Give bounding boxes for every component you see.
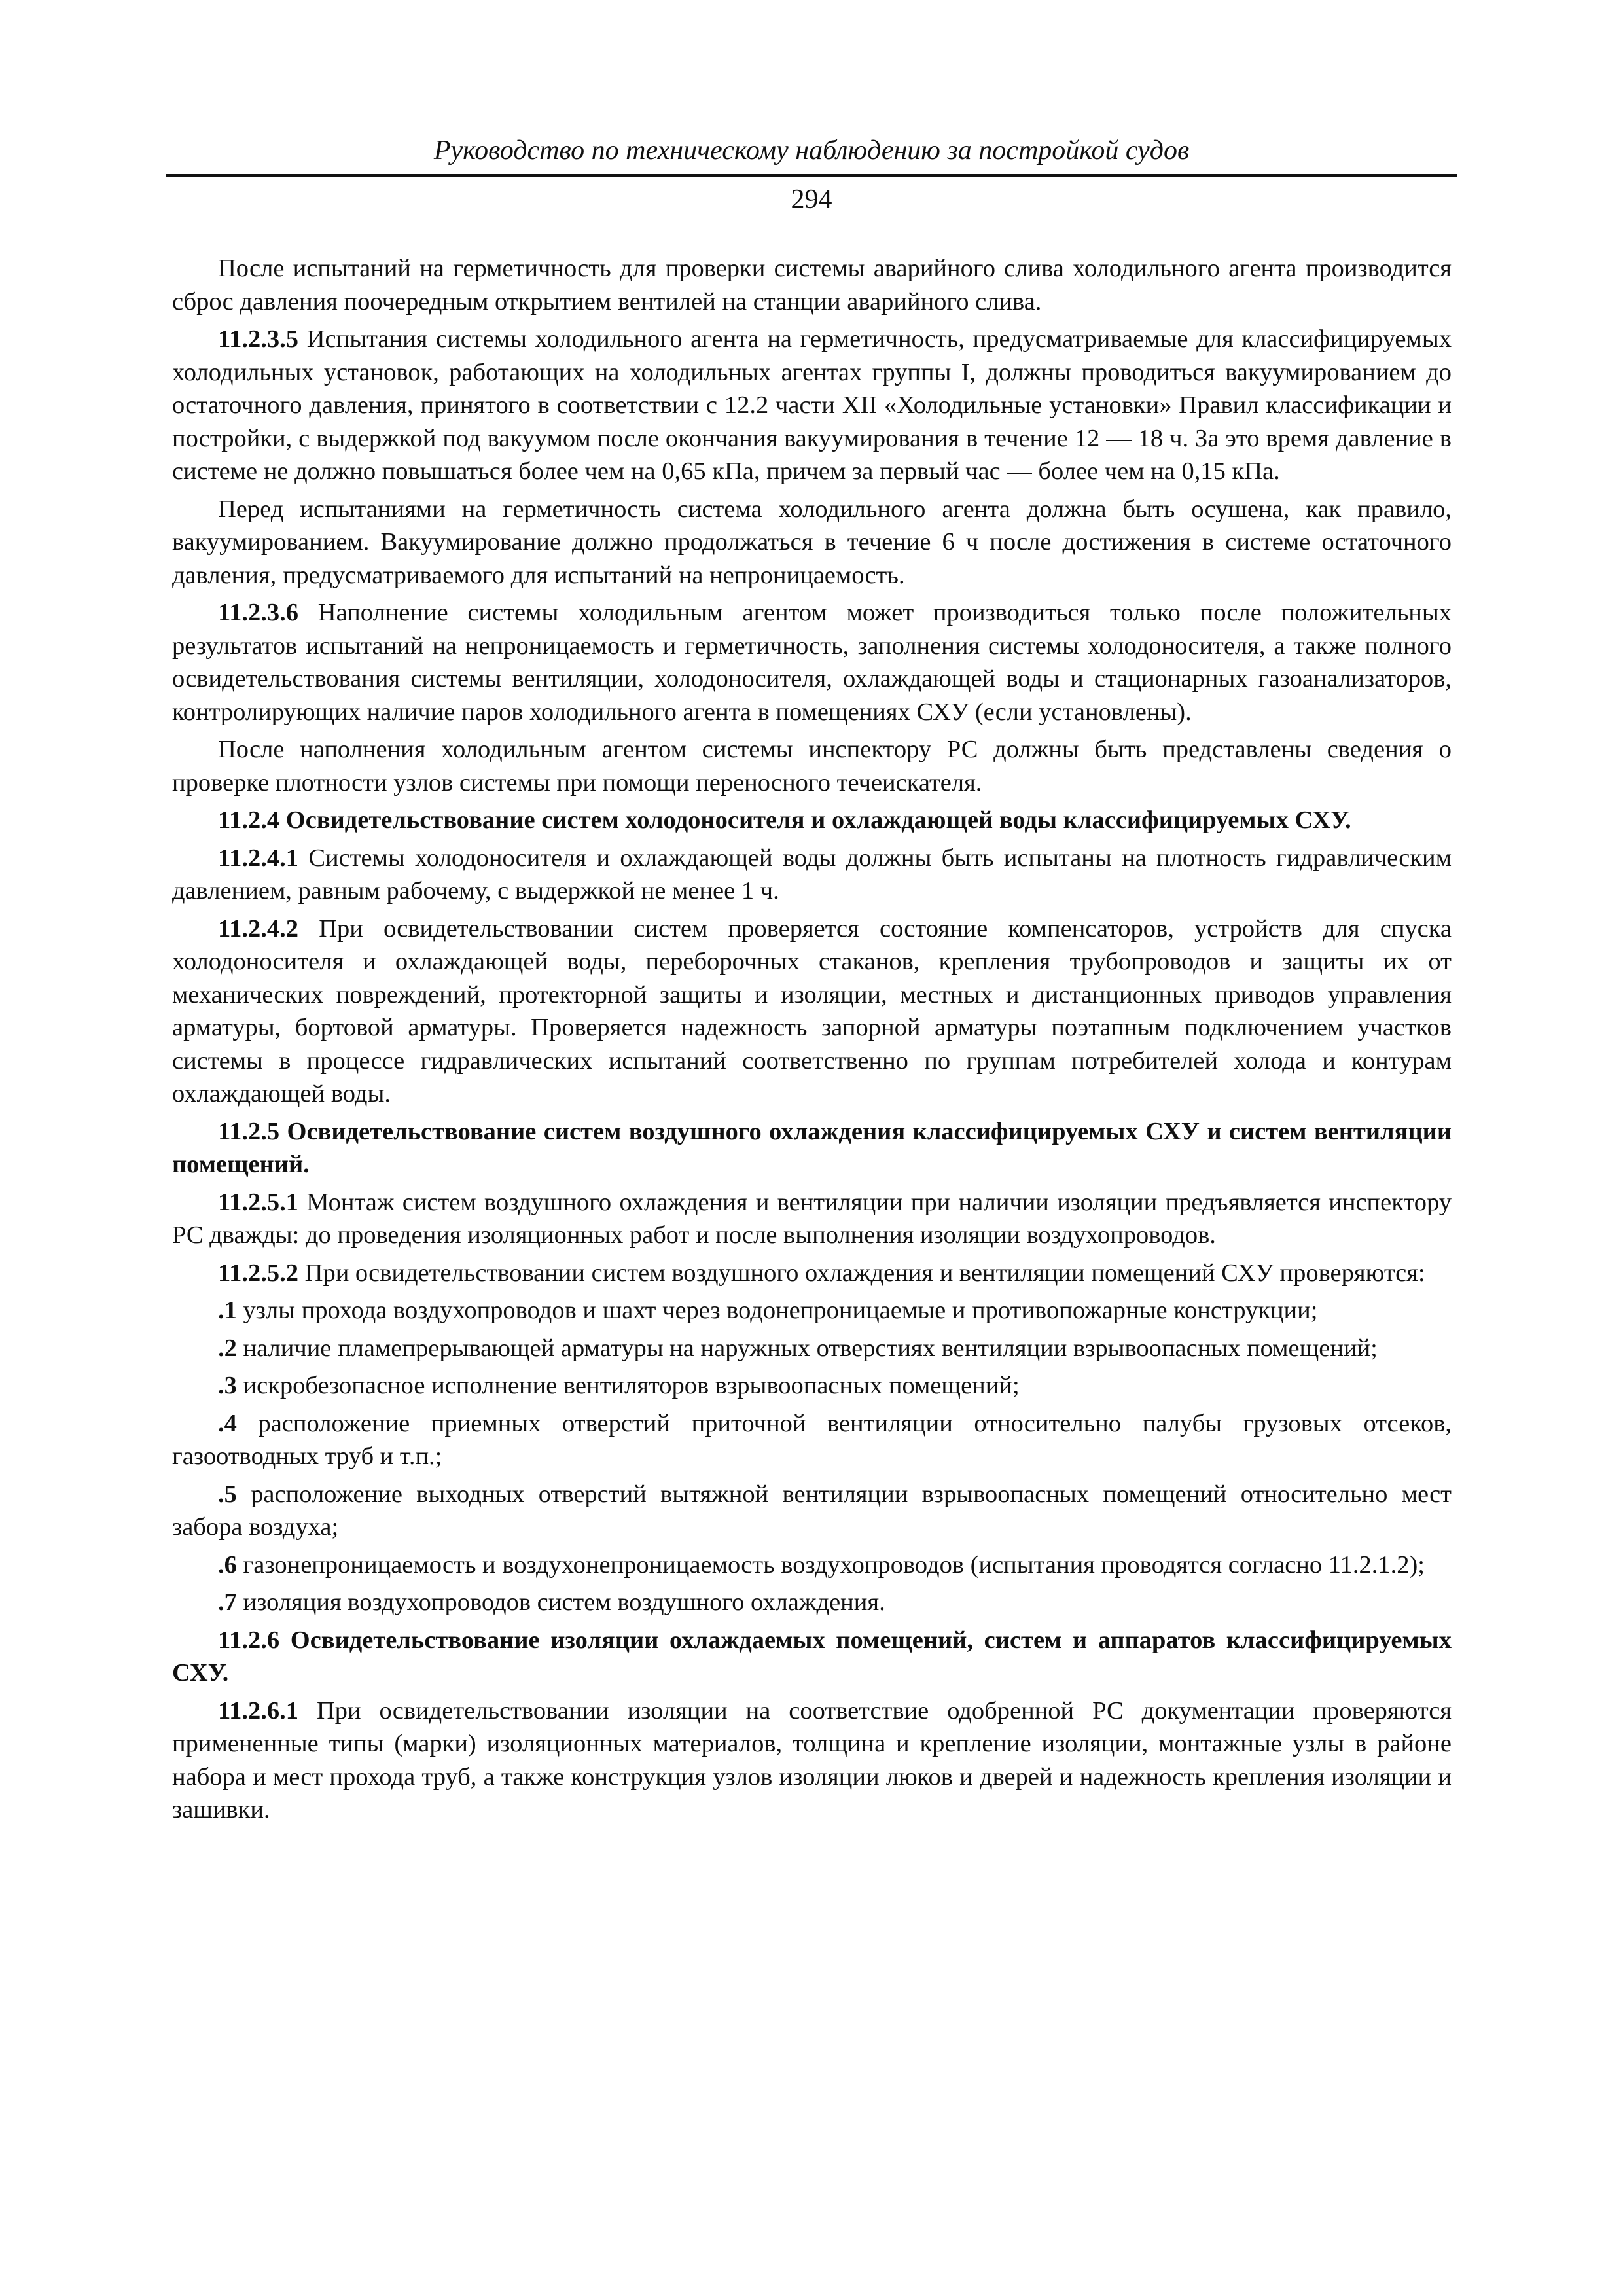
paragraph: 11.2.3.5 Испытания системы холодильного агента на герметичность, предусматриваемые для классифицируемых холодильных установок, работающих на холодильных агентах группы I, должны проводиться вакуумированием до остаточного давления, принятого в соответствии с 12.2 части XII «Холодильные установки» Правил классификации и постройки, с выдержкой под вакуумом после окончания вакуумирования в течение 12 — 18 ч. За это время давление в системе не должно повышаться более чем на 0,65 кПа, причем за первый час — более чем на 0,15 кПа. bbox=[172, 325, 1452, 485]
paragraph: 11.2.5.2 При освидетельствовании систем воздушного охлаждения и вентиляции помещений СХУ проверяются: bbox=[218, 1259, 1425, 1287]
paragraph: 11.2.4.2 При освидетельствовании систем проверяется состояние компенсаторов, устройств для спуска холодоносителя и охлаждающей воды, переборочных стаканов, крепления трубопроводов и защиты их от механических повреждений, протекторной защиты и изоляции, местных и дистанционных приводов управления арматуры, бортовой арматуры. Проверяется надежность запорной арматуры поэтапным подключением участков системы в процессе гидравлических испытаний соответственно по группам потребителей холода и контурам охлаждающей воды. bbox=[172, 914, 1452, 1107]
page-number: 294 bbox=[791, 185, 832, 215]
paragraph: 11.2.3.6 Наполнение системы холодильным агентом может производиться только после положительных результатов испытаний на непроницаемость и герметичность, заполнения системы холодоносителя, а также полного освидетельствования системы вентиляции, холодоносителя, охлаждающей воды и стационарных газоанализаторов, контролирующих наличие паров холодильного агента в помещениях СХУ (если установлены). bbox=[172, 599, 1452, 726]
body-text bbox=[172, 252, 1452, 1831]
list-item: .2 наличие пламепрерывающей арматуры на наружных отверстиях вентиляции взрывоопасных помещений; bbox=[218, 1334, 1378, 1362]
list-item: .5 расположение выходных отверстий вытяжной вентиляции взрывоопасных помещений относительно мест забора воздуха; bbox=[172, 1480, 1452, 1541]
section-heading: 11.2.6 Освидетельствование изоляции охлаждаемых помещений, систем и аппаратов классифицируемых СХУ. bbox=[172, 1626, 1452, 1687]
paragraph: Перед испытаниями на герметичность система холодильного агента должна быть осушена, как правило, вакуумированием. Вакуумирование должно продолжаться в течение 6 ч после достижения в системе остаточного давления, предусматриваемого для испытаний на непроницаемость. bbox=[172, 495, 1452, 589]
paragraph: 11.2.6.1 При освидетельствовании изоляции на соответствие одобренной РС документации проверяются примененные типы (марки) изоляционных материалов, толщина и крепление изоляции, монтажные узлы в районе набора и мест прохода труб, а также конструкция узлов изоляции люков и дверей и надежность крепления изоляции и зашивки. bbox=[172, 1696, 1452, 1823]
list-item: .4 расположение приемных отверстий приточной вентиляции относительно палубы грузовых отсеков, газоотводных труб и т.п.; bbox=[172, 1409, 1452, 1470]
header-divider bbox=[166, 174, 1457, 177]
section-heading: 11.2.5 Освидетельствование систем воздушного охлаждения классифицируемых СХУ и систем вентиляции помещений. bbox=[172, 1117, 1452, 1178]
paragraph: 11.2.5.1 Монтаж систем воздушного охлаждения и вентиляции при наличии изоляции предъявляется инспектору РС дважды: до проведения изоляционных работ и после выполнения изоляции воздухопроводов. bbox=[172, 1188, 1452, 1249]
list-item: .3 искробезопасное исполнение вентиляторов взрывоопасных помещений; bbox=[218, 1372, 1020, 1399]
list-item: .7 изоляция воздухопроводов систем воздушного охлаждения. bbox=[218, 1588, 885, 1616]
list-item: .6 газонепроницаемость и воздухонепроницаемость воздухопроводов (испытания проводятся согласно 11.2.1.2); bbox=[218, 1551, 1425, 1579]
paragraph: После наполнения холодильным агентом системы инспектору РС должны быть представлены сведения о проверке плотности узлов системы при помощи переносного течеискателя. bbox=[172, 736, 1452, 797]
running-header: Руководство по техническому наблюдению за постройкой судов bbox=[433, 135, 1190, 166]
section-heading: 11.2.4 Освидетельствование систем холодоносителя и охлаждающей воды классифицируемых СХУ. bbox=[218, 806, 1351, 834]
paragraph: После испытаний на герметичность для проверки системы аварийного слива холодильного агента производится сброс давления поочередным открытием вентилей на станции аварийного слива. bbox=[172, 255, 1452, 315]
paragraph: 11.2.4.1 Системы холодоносителя и охлаждающей воды должны быть испытаны на плотность гидравлическим давлением, равным рабочему, с выдержкой не менее 1 ч. bbox=[172, 844, 1452, 905]
list-item: .1 узлы прохода воздухопроводов и шахт через водонепроницаемые и противопожарные конструкции; bbox=[218, 1297, 1318, 1324]
